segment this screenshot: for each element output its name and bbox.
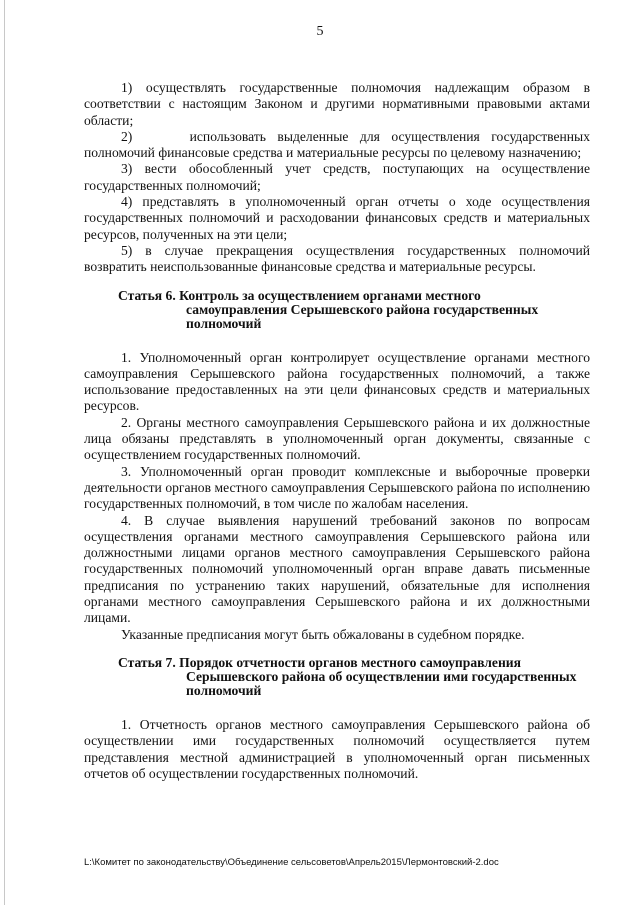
page-edge-line <box>4 0 5 905</box>
article-title-rest: самоуправления Серышевского района государственных полномочий <box>186 301 539 331</box>
list-item: 5) в случае прекращения осуществления государственных полномочий возвратить неиспользованные финансовые средства и материальные ресурсы. <box>84 242 590 275</box>
article-title-rest: Серышевского района об осуществлении ими государственных полномочий <box>186 668 577 698</box>
list-item: 3) вести обособленный учет средств, поступающих на осуществление государственных полномочий; <box>84 161 590 193</box>
article-6-heading <box>84 289 590 331</box>
article-title-line1: Контроль за осуществлением органами местного <box>179 287 481 303</box>
list-item: 4) представлять в уполномоченный орган отчеты о ходе осуществления государственных полномочий и расходовании финансовых средств и материальных ресурсов, полученных на эти цели; <box>84 194 590 242</box>
paragraph: 1. Уполномоченный орган контролирует осуществление органами местного самоуправления Серышевского района государственных полномочий, а также использование предоставленных на эти цели финансовых средств и материальных ресурсов. <box>84 349 590 414</box>
page-number: 5 <box>316 24 324 39</box>
paragraph: 3. Уполномоченный орган проводит комплексные и выборочные проверки деятельности органов местного самоуправления Серышевского района по исполнению государственных полномочий, в том числе по жалобам населения. <box>84 463 590 512</box>
document-body <box>84 80 590 782</box>
article-number: Статья 7. <box>118 654 176 670</box>
footer-file-path: L:\Комитет по законодательству\Объединение сельсоветов\Апрель2015\Лермонтовский-2.doc <box>84 857 499 868</box>
list-item: 2) использовать выделенные для осуществления государственных полномочий финансовые средства и материальные ресурсы по целевому назначению; <box>84 128 590 161</box>
article-7-heading <box>84 656 590 698</box>
article-number: Статья 6. <box>118 287 176 303</box>
paragraph: Указанные предписания могут быть обжалованы в судебном порядке. <box>121 626 525 642</box>
article-title-line1: Порядок отчетности органов местного самоуправления <box>179 654 521 670</box>
paragraph: 4. В случае выявления нарушений требований законов по вопросам осуществления органами местного самоуправления Серышевского района или должностными лицами органов местного самоуправления Серышевского района государственных полномочий уполномоченный орган вправе давать письменные предписания по устранению таких нарушений, обязательные для исполнения органами местного самоуправления Серышевского района и их должностными лицами. <box>84 512 590 626</box>
paragraph: 2. Органы местного самоуправления Серышевского района и их должностные лица обязаны представлять в уполномоченный орган документы, связанные с осуществлением государственных полномочий. <box>84 414 590 463</box>
paragraph: 1. Отчетность органов местного самоуправления Серышевского района об осуществлении ими государственных полномочий осуществляется путем представления местной администрацией в уполномоченный орган письменных отчетов об осуществлении государственных полномочий. <box>84 716 590 781</box>
list-item: 1) осуществлять государственные полномочия надлежащим образом в соответствии с настоящим Законом и другими нормативными правовыми актами области; <box>84 80 590 128</box>
